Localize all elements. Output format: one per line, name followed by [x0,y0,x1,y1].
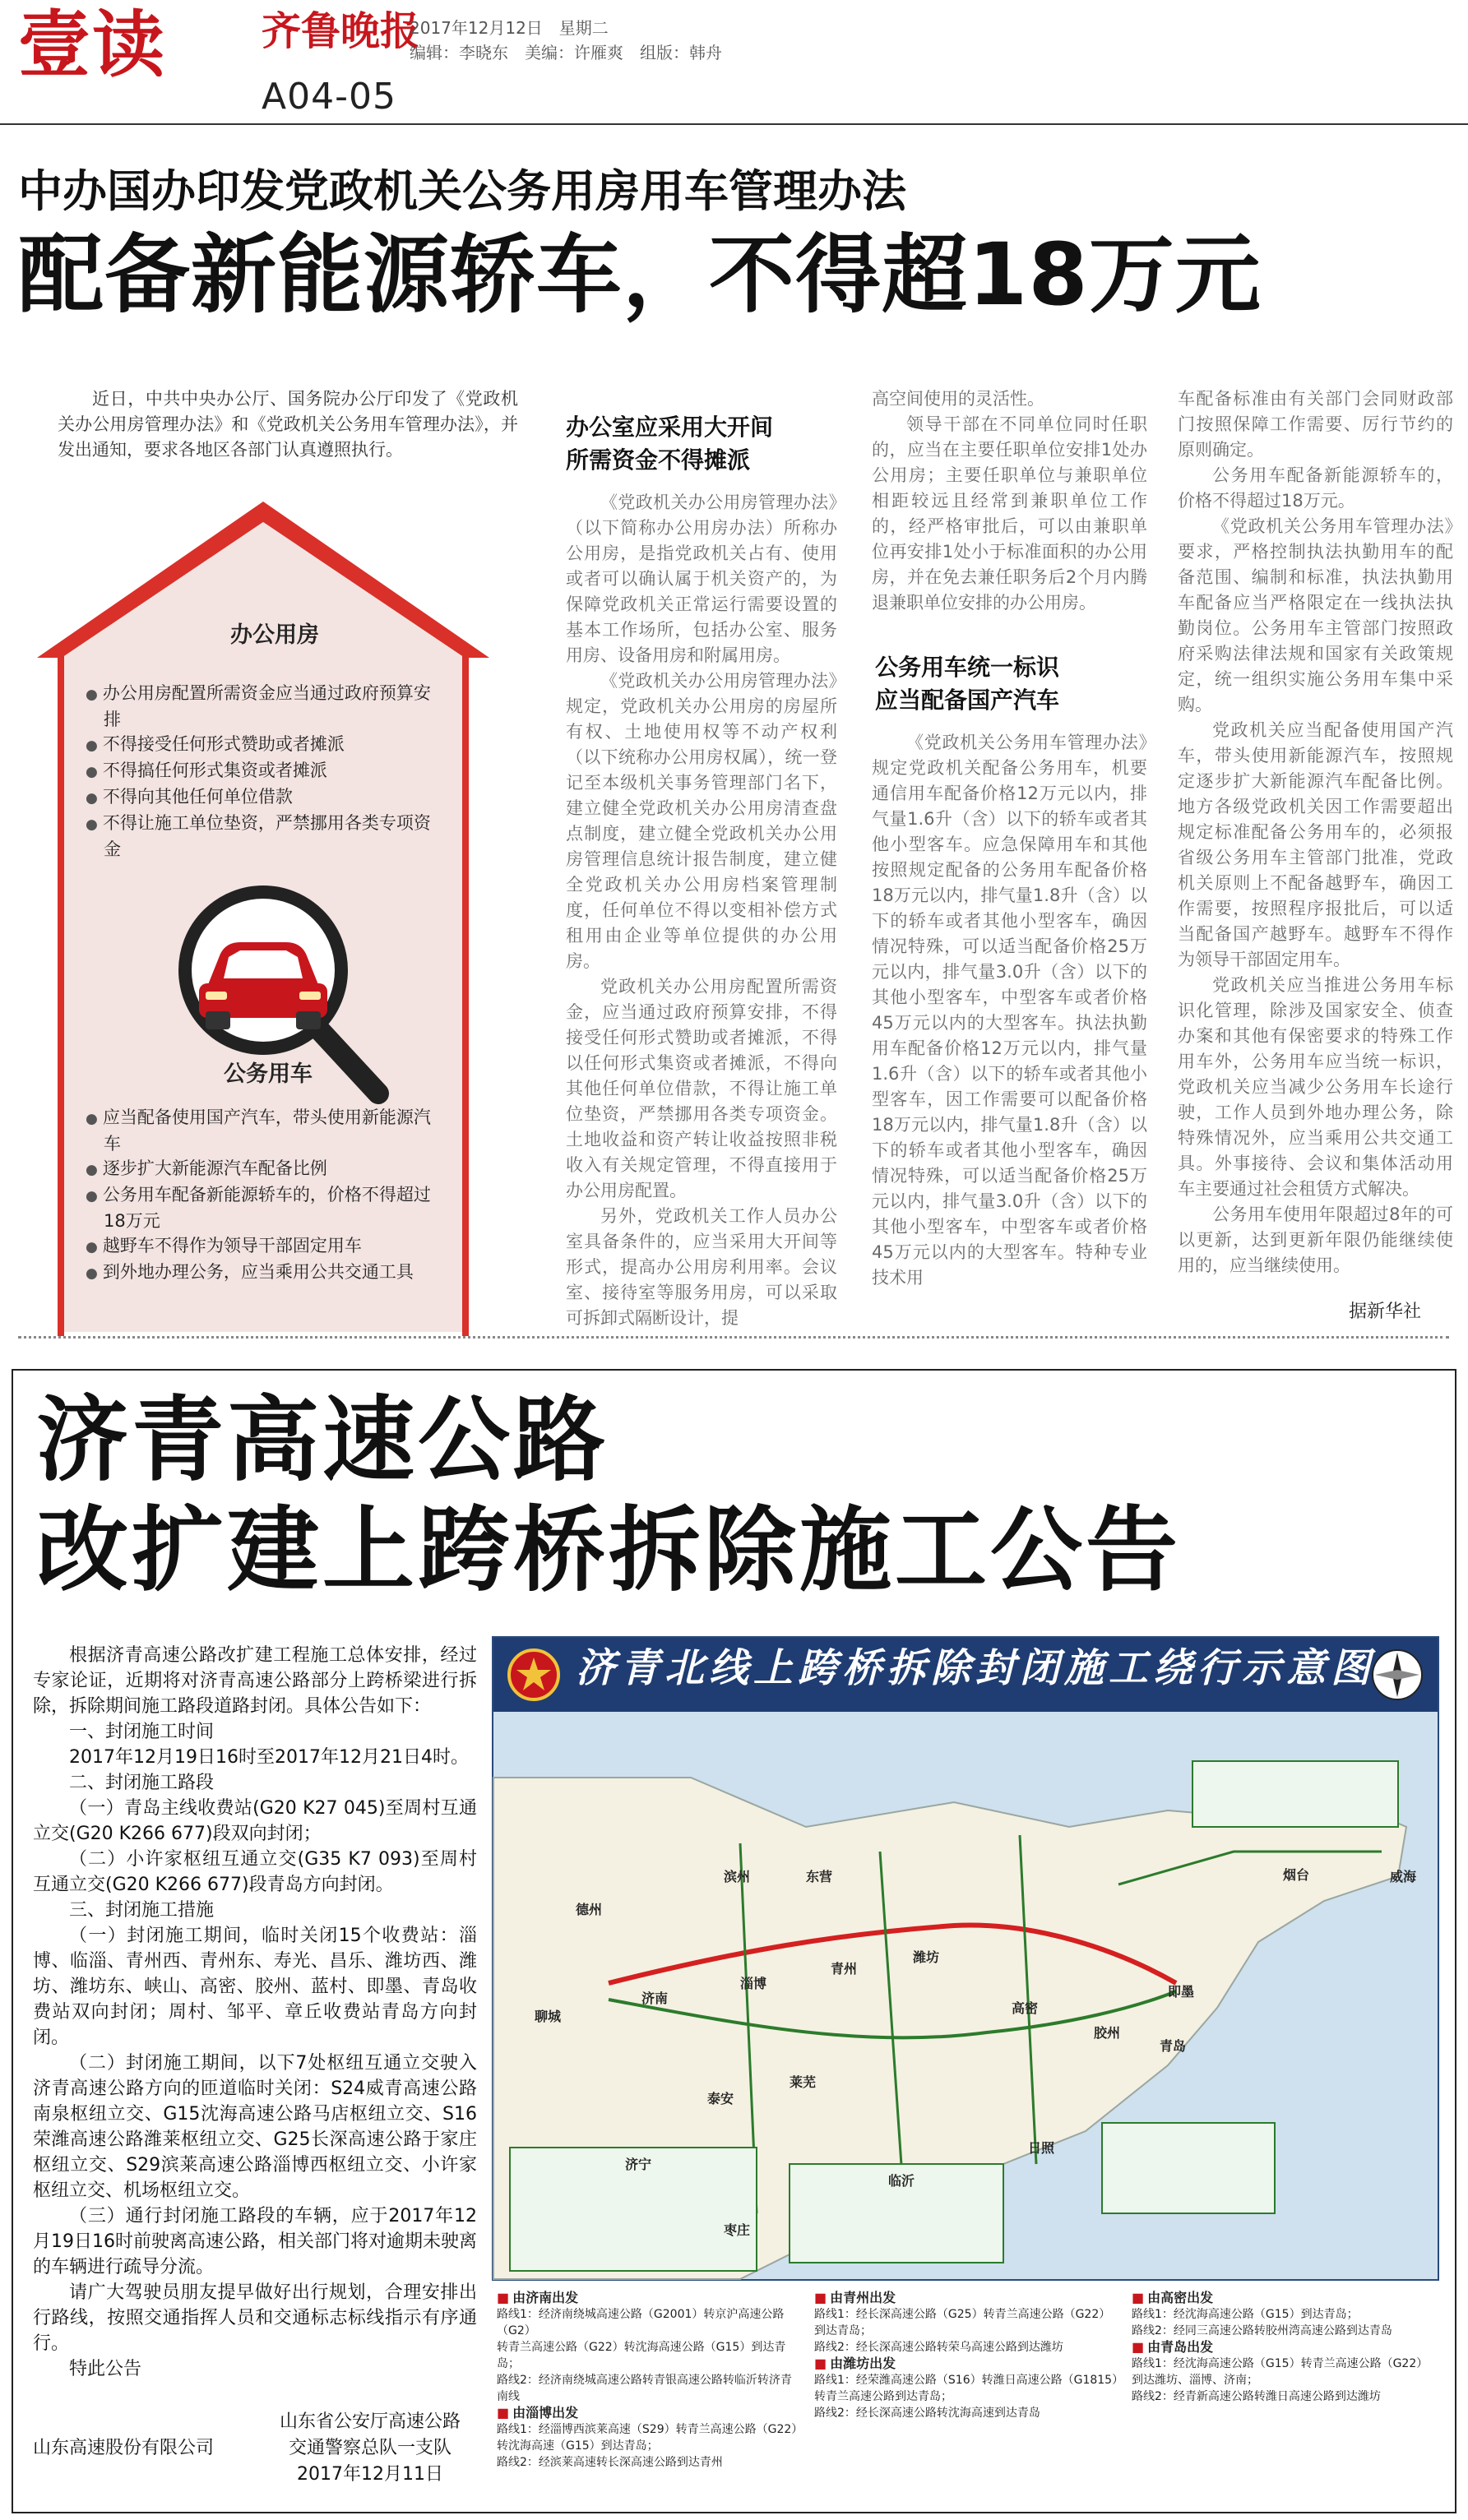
list-item: ● 办公用房配置所需资金应当通过政府预算安排 [86,681,447,732]
list-item: ● 应当配备使用国产汽车，带头使用新能源汽车 [86,1105,447,1156]
detour-column-1: ■ 由济南出发 路线1：经济南绕城高速公路（G2001）转京沪高速公路（G2） 转青兰高速公路（G22）转沈海高速公路（G15）到达青岛； 路线2：经济南绕城高速公路转青银高速公路转临沂转济青南线 ■ 由淄博出发 路线1：经淄博西滨莱高速（S29）转青兰高速公路（G22） 转沈海高速（G15）到达青岛； 路线2：经滨莱高速转长深高速公路到达青州 [497,2290,801,2504]
issue-date: 2017年12月12日 星期二 [410,18,609,38]
list-item: ● 公务用车配备新能源轿车的，价格不得超过18万元 [86,1182,447,1233]
list-item: ● 不得向其他任何单位借款 [86,784,447,811]
detour-map [492,1636,1439,2281]
notice-intro: 根据济青高速公路改扩建工程施工总体安排，经过专家论证，近期将对济青高速公路部分上跨桥梁进行拆除，拆除期间施工路段道路封闭。具体公告如下： [33,1645,477,1717]
article-source: 据新华社 [1349,1302,1422,1322]
paragraph: 领导干部在不同单位同时任职的，应当在主要任职单位安排1处办公用房；主要任职单位与兼职单位相距较远且经常到兼职单位工作的，经严格审批后，可以由兼职单位再安排1处小于标准面积的办公用房，并在免去兼任职务后2个月内腾退兼职单位安排的办公用房。 [872,414,1147,613]
list-item: ● 不得让施工单位垫资，严禁挪用各类专项资金 [86,811,447,862]
article-column-3-top: 高空间使用的灵活性。 领导干部在不同单位同时任职的，应当在主要任职单位安排1处办公用房；主要任职单位与兼职单位相距较远且经常到兼职单位工作的，经严格审批后，可以由兼职单位再安排1处小于标准面积的办公用房，并在免去兼任职务后2个月内腾退兼职单位安排的办公用房。 [872,386,1147,616]
newspaper-brand: 齐鲁晚报 [262,8,420,54]
section-divider [18,1336,1449,1339]
paragraph: 《党政机关办公用房管理办法》规定，党政机关办公用房的房屋所有权、土地使用权等不动产权利（以下统称办公用房权属），统一登记至本级机关事务管理部门名下，建立健全党政机关办公用房清查盘点制度，建立健全党政机关办公用房管理信息统计报告制度，建立健全党政机关办公用房档案管理制度，任何单位不得以变相补偿方式租用由企业等单位提供的办公用房。 [566,671,837,971]
editor-credits: 编辑：李晓东 美编：许雁爽 组版：韩舟 [410,43,722,62]
notice-title-line1: 济青高速公路 [36,1386,609,1494]
map-label: 临沂 [888,2173,915,2189]
article-headline: 配备新能源轿车，不得超18万元 [18,224,1262,325]
subhead-vehicle: 公务用车统一标识 应当配备国产汽车 [875,654,1060,714]
notice-title-line2: 改扩建上跨桥拆除施工公告 [36,1496,1181,1604]
signer-left: 山东高速股份有限公司 [33,2438,215,2458]
page-number: A04-05 [262,76,396,118]
paragraph: 党政机关办公用房配置所需资金，应当通过政府预算安排，不得接受任何形式赞助或者摊派，不得以任何形式集资或者摊派，不得向其他任何单位借款，不得让施工单位垫资，严禁挪用各类专项资金。土地收益和资产转让收益按照非税收入有关规定管理，不得直接用于办公用房配置。 [566,977,837,1200]
car-item-list [86,1105,447,1286]
paragraph: 公务用车配备新能源轿车的，价格不得超过18万元。 [1178,465,1453,511]
map-label: 淄博 [740,1976,767,1991]
map-label: 东营 [806,1869,833,1884]
map-label: 枣庄 [724,2222,751,2238]
article-column-4 [1178,386,1453,1291]
paragraph: 《党政机关办公用房管理办法》（以下简称办公用房办法）所称办公用房，是指党政机关占有、使用或者可以确认属于机关资产的，为保障党政机关正常运行需要设置的基本工作场所，包括办公室、服务用房、设备用房和附属用房。 [566,492,837,665]
notice-body: 根据济青高速公路改扩建工程施工总体安排，经过专家论证，近期将对济青高速公路部分上跨桥梁进行拆除，拆除期间施工路段道路封闭。具体公告如下： 一、封闭施工时间 2017年12月19日16时至2017年12月21日4时。 二、封闭施工路段 （一）青岛主线收费站(G20 K27 045)至周村互通立交(G20 K266 677)段双向封闭； （二）小许家枢纽互通立交(G35 K7 093)至周村互通立交(G20 K266 677)段青岛方向封闭。 三、封闭施工措施 （一）封闭施工期间，临时关闭15个收费站：淄博、临淄、青州西、青州东、寿光、昌乐、潍坊西、潍坊、潍坊东、峡山、高密、胶州、蓝村、即墨、青岛收费站双向封闭；周村、邹平、章丘收费站青岛方向封闭。 （二）封闭施工期间，以下7处枢纽互通立交驶入济青高速公路方向的匝道临时关闭：S24威青高速公路南泉枢纽立交、G15沈海高速公路马店枢纽立交、S16荣潍高速公路潍莱枢纽立交、G25长深高速公路于家庄枢纽立交、S29滨莱高速公路淄博西枢纽立交、小许家枢纽立交、机场枢纽立交。 （三）通行封闭施工路段的车辆，应于2017年12月19日16时前驶离高速公路，相关部门将对逾期未驶离的车辆进行疏导分流。 请广大驾驶员朋友提早做好出行规划，合理安排出行路线，按照交通指挥人员和交通标志标线指示有序通行。 特此公告 [33,1643,477,2342]
signer-right: 山东省公安厅高速公路 交通警察总队一支队 2017年12月11日 [279,2411,461,2485]
compass-icon [1370,1648,1424,1702]
list-item: ● 不得搞任何形式集资或者摊派 [86,758,447,784]
house-label: 办公用房 [230,622,319,648]
lead-paragraph: 近日，中共中央办公厅、国务院办公厅印发了《党政机关办公用房管理办法》和《党政机关公务用车管理办法》，并发出通知，要求各地区各部门认真遵照执行。 [58,389,518,460]
list-item: ● 越野车不得作为领导干部固定用车 [86,1233,447,1260]
masthead-rule [0,123,1468,125]
paragraph: 党政机关应当配备使用国产汽车，带头使用新能源汽车，按照规定逐步扩大新能源汽车配备比例。地方各级党政机关因工作需要超出规定标准配备公务用车的，必须报省级公务用车主管部门批准，党政机关原则上不配备越野车，确因工作需要，按照程序报批后，可以适当配备国产越野车。越野车不得作为领导干部固定用车。 [1178,720,1453,969]
detour-column-3: ■ 由高密出发 路线1：经沈海高速公路（G15）到达青岛； 路线2：经同三高速公路转胶州湾高速公路到达青岛 ■ 由青岛出发 路线1：经沈海高速公路（G15）转青兰高速公路（G22） 到达潍坊、淄博、济南； 路线2：经青新高速公路转潍日高速公路到达潍坊 [1132,2290,1440,2504]
subhead-office: 办公室应采用大开间 所需资金不得摊派 [566,414,774,474]
map-label: 青岛 [1160,2038,1187,2054]
paragraph: 党政机关应当推进公务用车标识化管理，除涉及国家安全、侦查办案和其他有保密要求的特殊工作用车外，公务用车应当统一标识，党政机关应当减少公务用车长途行驶，工作人员到外地办理公务，除特殊情况外，应当乘用公共交通工具。外事接待、会议和集体活动用车主要通过社会租赁方式解决。 [1178,975,1453,1199]
paragraph: 《党政机关公务用车管理办法》要求，严格控制执法执勤用车的配备范围、编制和标准，执法执勤用车配备应当严格限定在一线执法执勤岗位。公务用车主管部门按照政府采购法律法规和国家有关政策规定，统一组织实施公务用车集中采购。 [1178,516,1453,714]
article-lead [58,386,518,463]
map-label: 潍坊 [913,1949,940,1965]
list-item: ● 逐步扩大新能源汽车配备比例 [86,1156,447,1182]
paragraph: 公务用车使用年限超过8年的可以更新，达到更新年限仍能继续使用的，应当继续使用。 [1178,1205,1453,1275]
map-label: 莱芜 [790,2074,817,2090]
police-emblem-icon [507,1648,561,1702]
section-title: 壹读 [18,2,167,87]
map-graphic [493,1638,1438,2279]
map-label: 滨州 [724,1869,751,1884]
map-label: 胶州 [1094,2025,1121,2041]
detour-column-2: ■ 由青州出发 路线1：经长深高速公路（G25）转青兰高速公路（G22） 到达青岛； 路线2：经长深高速公路转荣乌高速公路到达潍坊 ■ 由潍坊出发 路线1：经荣潍高速公路（S16）转潍日高速公路（G1815） 转青兰高速公路到达青岛； 路线2：经长深高速公路转沈海高速到达青岛 [814,2290,1118,2504]
article-column-3 [872,730,1147,1322]
map-label: 威海 [1390,1869,1417,1884]
paragraph: 《党政机关公务用车管理办法》规定党政机关配备公务用车，机要通信用车配备价格12万元以内，排气量1.6升（含）以下的轿车或者其他小型客车。应急保障用车和其他按照规定配备的公务用车配备价格18万元以内，排气量1.8升（含）以下的轿车或者其他小型客车，确因情况特殊，可以适当配备价格25万元以内，排气量3.0升（含）以下的其他小型客车，中型客车或者价格45万元以内的大型客车。执法执勤用车配备价格12万元以内，排气量1.6升（含）以下的轿车或者其他小型客车，因工作需要可以配备价格18万元以内，排气量1.8升（含）以下的轿车或者其他小型客车，确因情况特殊，可以适当配备价格25万元以内，排气量3.0升（含）以下的其他小型客车，中型客车或者价格45万元以内的大型客车。特种专业技术用 [872,733,1147,1288]
article-kicker: 中办国办印发党政机关公务用房用车管理办法 [18,165,906,217]
map-label: 烟台 [1283,1867,1310,1883]
list-item: ● 到外地办理公务，应当乘用公共交通工具 [86,1260,447,1286]
article-column-2 [566,490,837,1328]
map-label: 济南 [641,1991,669,2006]
map-label: 聊城 [535,2009,562,2024]
paragraph: 车配备标准由有关部门会同财政部门按照保障工作需要、厉行节约的原则确定。 [1178,389,1453,460]
map-title: 济青北线上跨桥拆除封闭施工绕行示意图 [576,1645,1376,1691]
map-label: 德州 [576,1902,603,1917]
map-label: 济宁 [625,2157,652,2172]
map-label: 高密 [1012,2000,1039,2016]
map-label: 青州 [831,1961,858,1977]
map-label: 泰安 [707,2091,734,2106]
list-item: ● 不得接受任何形式赞助或者摊派 [86,732,447,758]
car-label: 公务用车 [224,1061,313,1087]
house-item-list [86,681,447,862]
paragraph: 另外，党政机关工作人员办公室具备条件的，应当采用大开间等形式，提高办公用房利用率。会议室、接待室等服务用房，可以采取可拆卸式隔断设计，提 [566,1206,837,1328]
map-label: 即墨 [1168,1984,1195,2000]
map-label: 日照 [1028,2140,1055,2156]
